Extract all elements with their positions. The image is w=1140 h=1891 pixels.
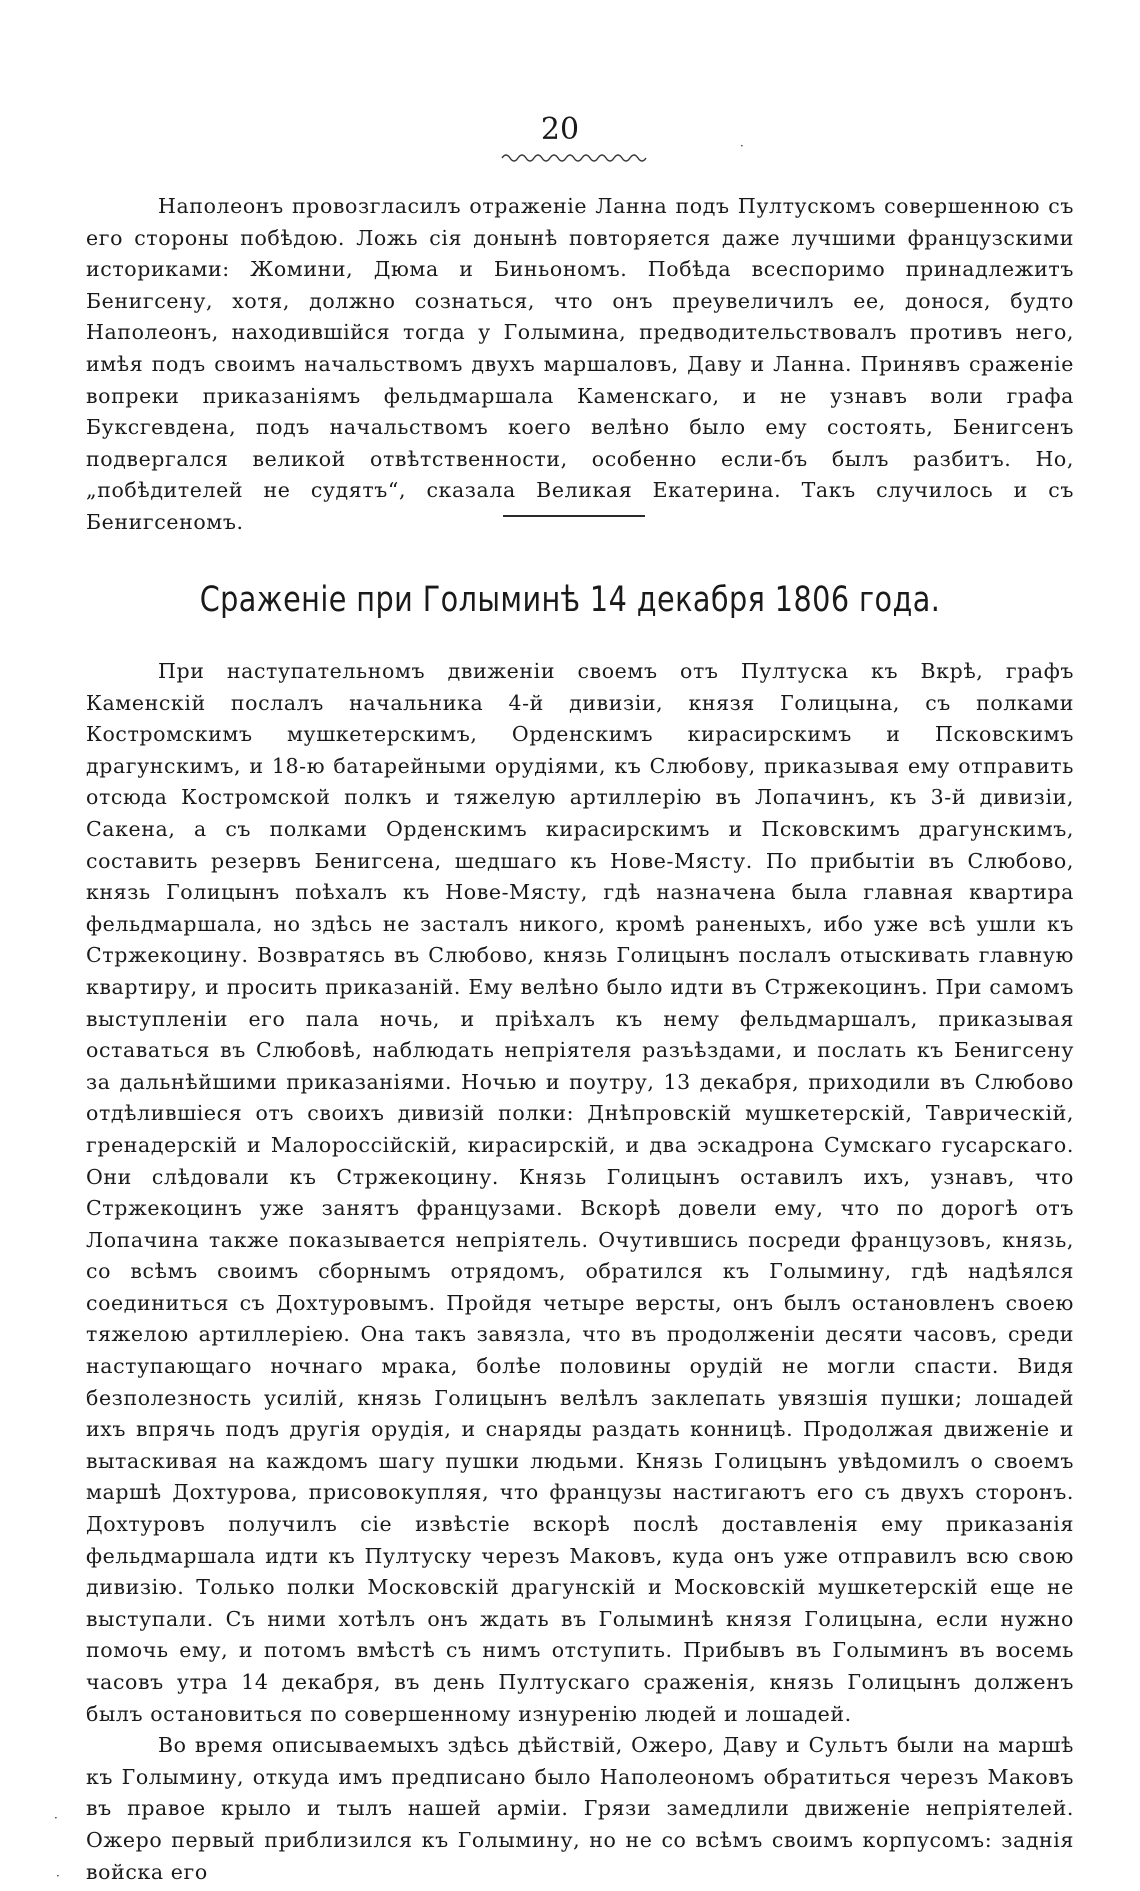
paragraph: При наступательномъ движеніи своемъ отъ Пултуска къ Вкрѣ, графъ Каменскій послалъ начальника 4-й дивизіи, князя Голицына, съ полками Костромскимъ мушкетерскимъ, Орденскимъ кирасирскимъ и Псковскимъ драгунскимъ, и 18-ю батарейными орудіями, къ Слюбову, приказывая ему отправить отсюда Костромской полкъ и тяжелую артиллерію въ Лопачинъ, къ 3-й дивизіи, Сакена, а съ полками Орденскимъ кирасирскимъ и Псковскимъ драгунскимъ, составить резервъ Бенигсена, шедшаго къ Нове-Мясту. По прибытіи въ Слюбово, князь Голицынъ поѣхалъ къ Нове-Мясту, гдѣ назначена была главная квартира фельдмаршала, но здѣсь не засталъ никого, кромѣ раненыхъ, ибо уже всѣ ушли къ Стржекоцину. Возвратясь въ Слюбово, князь Голицынъ послалъ отыскивать главную квартиру, и просить приказаній. Ему велѣно было идти въ Стржекоцинъ. При самомъ выступленіи его пала ночь, и пріѣхалъ къ нему фельдмаршалъ, приказывая оставаться въ Слюбовѣ, наблюдать непріятеля разъѣздами, и послать къ Бенигсену за дальнѣйшими приказаніями. Ночью и поутру, 13 декабря, приходили въ Слюбово отдѣлившіеся отъ своихъ дивизій полки: Днѣпровскій мушкетерскій, Таврическій, гренадерскій и Малороссійскій, кирасирскій, и два эскадрона Сумскаго гусарскаго. Они слѣдовали къ Стржекоцину. Князь Голицынъ оставилъ ихъ, узнавъ, что Стржекоцинъ уже занятъ французами. Вскорѣ довели ему, что по дорогѣ отъ Лопачина также показывается непріятель. Очутившись посреди французовъ, князь, со всѣмъ своимъ сборнымъ отрядомъ, обратился къ Голымину, гдѣ надѣялся соединиться съ Дохтуровымъ. Пройдя четыре версты, онъ былъ остановленъ своею тяжелою артиллеріею. Она такъ завязла, что въ продолженіи десяти часовъ, среди наступающаго ночнаго мрака, болѣе половины орудій не могли спасти. Видя безполезность усилій, князь Голицынъ велѣлъ заклепать увязшія пушки; лошадей ихъ впрячь подъ другія орудія, и снаряды раздать конницѣ. Продолжая движеніе и вытаскивая на каждомъ шагу пушки людьми. Князь Голицынъ увѣдомилъ о своемъ маршѣ Дохтурова, присовокупляя, что французы настигаютъ его съ двухъ сторонъ. Дохтуровъ получилъ сіе извѣстіе вскорѣ послѣ доставленія ему приказанія фельдмаршала идти къ Пултуску черезъ Маковъ, куда онъ уже отправилъ всю свою дивизію. Только полки Московскій драгунскій и Московскій мушкетерскій еще не выступали. Съ ними хотѣлъ онъ ждать въ Голыминѣ князя Голицына, если нужно помочь ему, и потомъ вмѣстѣ съ нимъ отступить. Прибывъ въ Голыминъ въ восемь часовъ утра 14 декабря, въ день Пултускаго сраженія, князь Голицынъ долженъ былъ остановиться по совершенному изнуренію людей и лошадей. (86, 659, 1074, 1726)
page-number: 20 (540, 112, 580, 147)
intro-text (86, 191, 1074, 539)
intro-paragraph: Наполеонъ провозгласилъ отраженіе Ланна подъ Пултускомъ совершенною съ его стороны побѣдою. Ложь сія донынѣ повторяется даже лучшими французскими историками: Жомини, Дюма и Биньономъ. Побѣда всеспоримо принадлежитъ Бенигсену, хотя, должно сознаться, что онъ преувеличилъ ее, донося, будто Наполеонъ, находившійся тогда у Голымина, предводительствовалъ противъ него, имѣя подъ своимъ начальствомъ двухъ маршаловъ, Даву и Ланна. Принявъ сраженіе вопреки приказаніямъ фельдмаршала Каменскаго, и не узнавъ воли графа Буксгевдена, подъ начальствомъ коего велѣно было ему состоять, Бенигсенъ подвергался великой отвѣтственности, особенно если-бъ былъ разбитъ. Но, „побѣдителей не судятъ“, сказала Великая Екатерина. Такъ случилось и съ Бенигсеномъ. (86, 194, 1074, 534)
body-text (86, 656, 1074, 1888)
scan-speck: · (54, 1811, 58, 1825)
ornament-tilde-rule (500, 150, 650, 162)
section-divider (503, 515, 645, 517)
paragraph: Во время описываемыхъ здѣсь дѣйствій, Ожеро, Даву и Сультъ были на маршѣ къ Голымину, откуда имъ предписано было Наполеономъ обратиться черезъ Маковъ въ правое крыло и тылъ нашей арміи. Грязи замедлили движеніе непріятелей. Ожеро первый приблизился къ Голымину, но не со всѣмъ своимъ корпусомъ: заднія войска его (86, 1733, 1074, 1884)
scan-speck: · (740, 139, 744, 153)
scan-speck: · (56, 1869, 60, 1883)
section-title: Сраженіе при Голыминѣ 14 декабря 1806 года. (199, 580, 941, 620)
